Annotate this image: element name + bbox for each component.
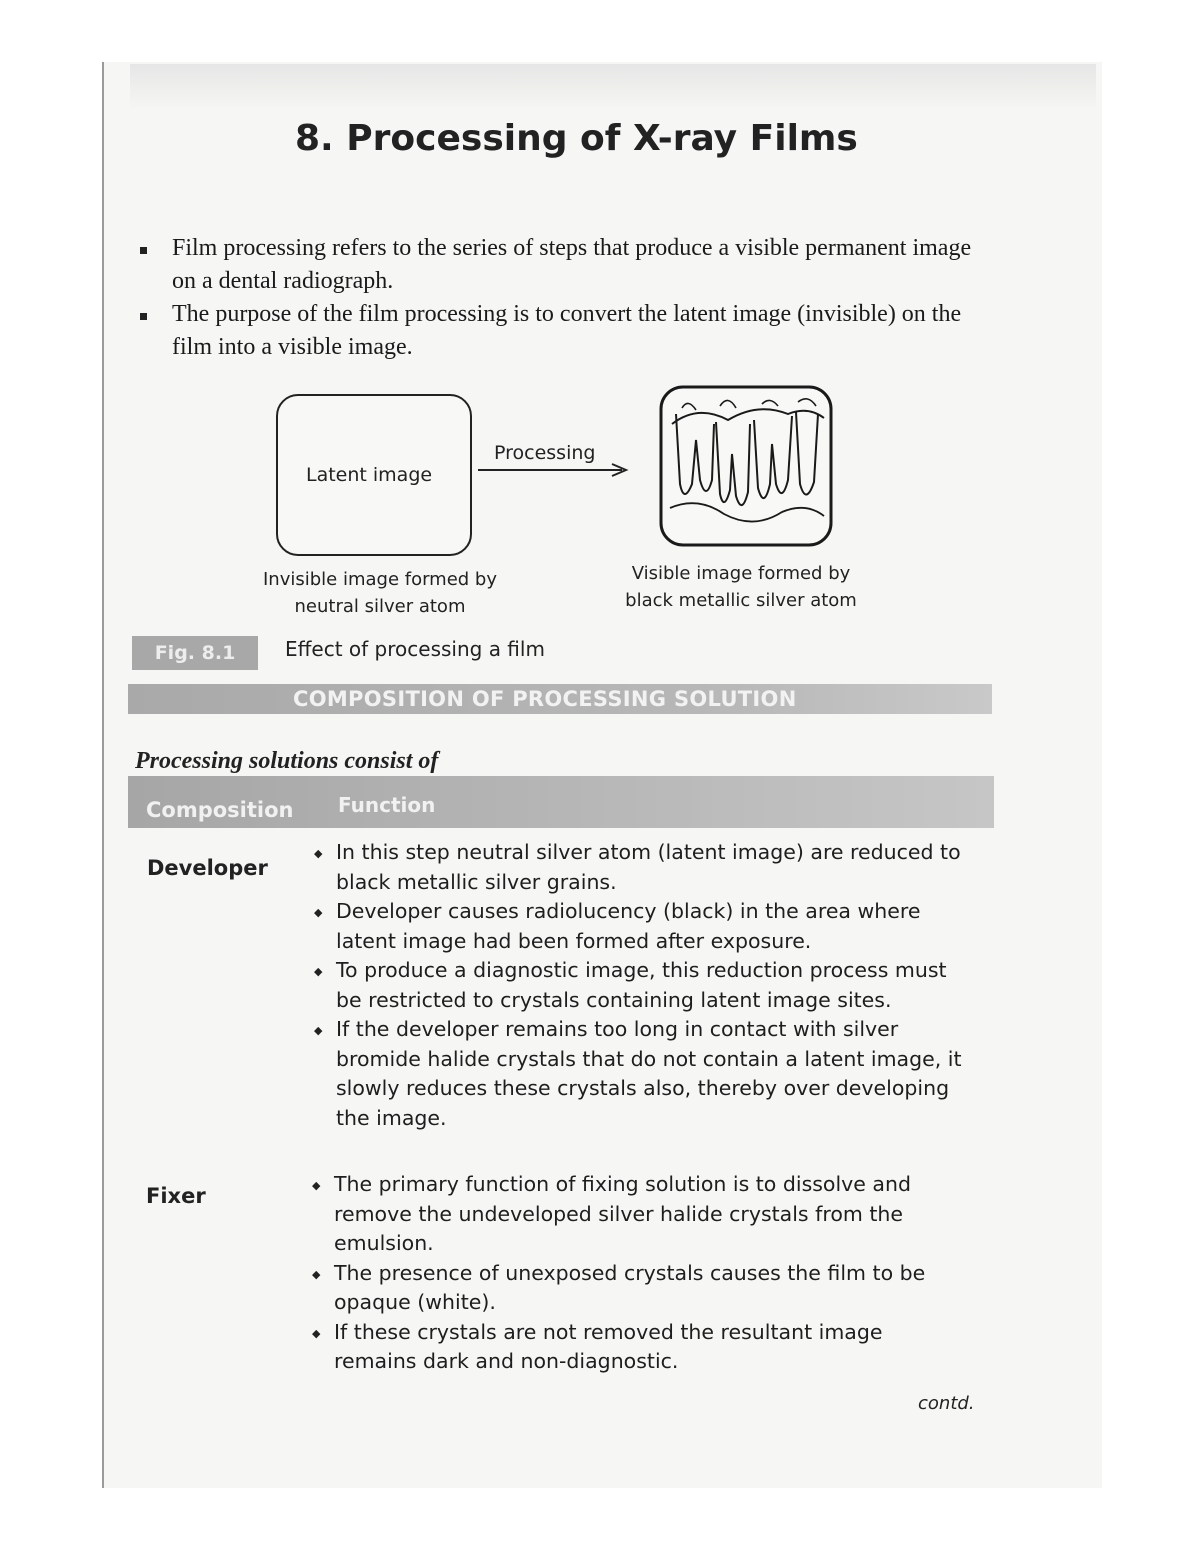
- page-title: 8. Processing of X-ray Films: [295, 118, 858, 159]
- diamond-bullet-icon: ◆: [312, 1326, 321, 1340]
- function-item: [310, 1318, 970, 1377]
- function-item-text: In this step neutral silver atom (latent image) are reduced to black metallic silver grains.: [336, 840, 961, 894]
- diamond-bullet-icon: ◆: [314, 965, 323, 978]
- dental-radiograph-icon: [658, 384, 834, 548]
- column-header-function: Function: [338, 793, 436, 817]
- section-heading-bar: [128, 684, 992, 714]
- intro-point-text: Film processing refers to the series of steps that produce a visible permanent image on a dental radiograph.: [172, 235, 972, 294]
- row-label-fixer: Fixer: [146, 1184, 206, 1208]
- table-header: [128, 776, 994, 828]
- function-item-text: To produce a diagnostic image, this reduction process must be restricted to crystals containing latent image sites.: [336, 958, 947, 1012]
- intro-list: [138, 232, 988, 364]
- section-heading: COMPOSITION OF PROCESSING SOLUTION: [293, 687, 797, 711]
- function-item: [310, 1259, 970, 1318]
- caption-visible-image: Visible image formed by black metallic silver atom: [625, 563, 857, 611]
- continued-note: contd.: [918, 1393, 975, 1414]
- square-bullet-icon: [140, 247, 147, 254]
- fixer-function-list: [310, 1170, 970, 1377]
- top-scan-shadow: [130, 64, 1096, 110]
- intro-point: [138, 232, 988, 298]
- function-item: [312, 838, 972, 897]
- diamond-bullet-icon: ◆: [314, 1024, 323, 1037]
- function-item: [312, 897, 972, 956]
- function-item: [312, 1015, 972, 1133]
- figure-caption: Effect of processing a film: [285, 637, 545, 661]
- diamond-bullet-icon: ◆: [312, 1179, 321, 1192]
- diamond-bullet-icon: ◆: [312, 1267, 321, 1281]
- caption-invisible-image: Invisible image formed by neutral silver atom: [262, 569, 498, 617]
- function-item: [312, 956, 972, 1015]
- intro-point: [138, 298, 988, 364]
- function-item-text: The primary function of fixing solution is to dissolve and remove the undeveloped silver halide crystals from the emulsion.: [334, 1172, 912, 1255]
- function-item-text: The presence of unexposed crystals causes the film to be opaque (white).: [334, 1260, 926, 1314]
- diamond-bullet-icon: ◆: [314, 906, 323, 919]
- function-item-text: If these crystals are not removed the resultant image remains dark and non-diagnostic.: [334, 1319, 883, 1373]
- intro-point-text: The purpose of the film processing is to convert the latent image (invisible) on the film into a visible image.: [172, 301, 962, 360]
- function-item-text: Developer causes radiolucency (black) in the area where latent image had been formed after exposure.: [336, 899, 921, 953]
- diamond-bullet-icon: ◆: [314, 847, 323, 860]
- square-bullet-icon: [140, 313, 147, 320]
- processing-arrow-icon: [476, 462, 632, 478]
- section-subheading: Processing solutions consist of: [135, 748, 439, 774]
- processing-arrow-label: Processing: [494, 442, 596, 464]
- figure-effect-of-processing: [240, 380, 880, 630]
- latent-image-label: Latent image: [306, 464, 433, 486]
- row-label-developer: Developer: [147, 856, 268, 880]
- developer-function-list: [312, 838, 972, 1133]
- function-item: [310, 1170, 970, 1259]
- function-item-text: If the developer remains too long in contact with silver bromide halide crystals that do not contain a latent image, it slowly reduces these crystals also, thereby over developing the image.: [336, 1017, 962, 1130]
- figure-tag: Fig. 8.1: [132, 636, 258, 670]
- column-header-composition: Composition: [146, 798, 294, 822]
